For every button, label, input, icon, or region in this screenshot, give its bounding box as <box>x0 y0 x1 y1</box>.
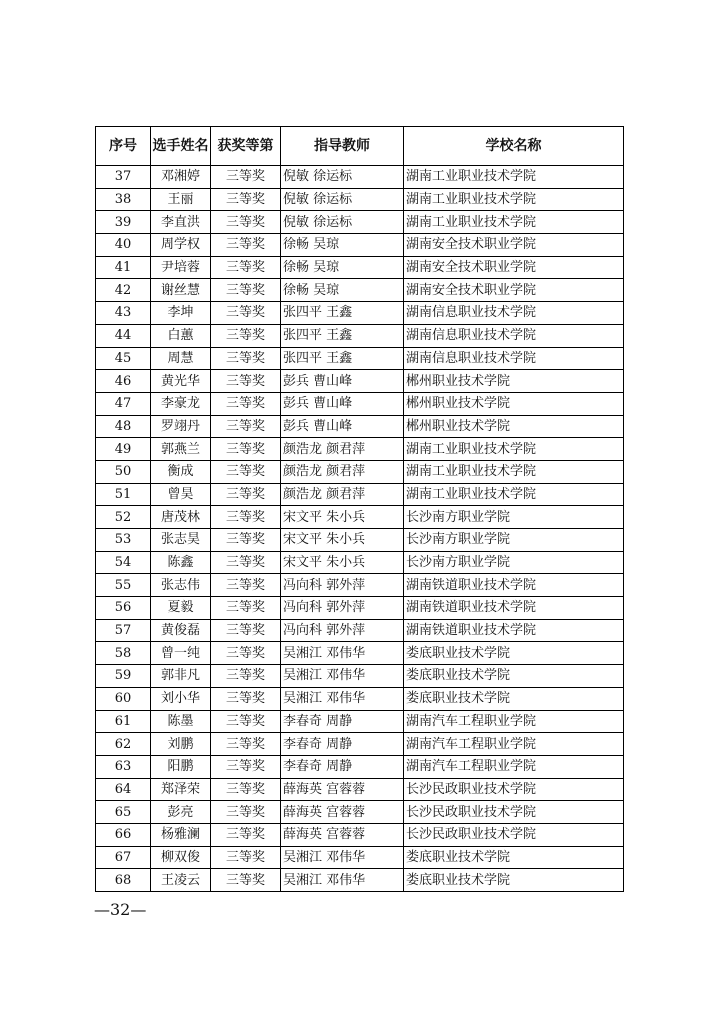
school-name-cell: 湖南工业职业技术学院 <box>404 460 624 483</box>
serial-number-cell: 50 <box>96 460 151 483</box>
contestant-name-cell: 阳鹏 <box>151 755 211 778</box>
table-row <box>96 392 624 415</box>
table-row <box>96 279 624 302</box>
instructors-cell: 李春奇 周静 <box>281 755 404 778</box>
instructors-cell: 吴湘江 邓伟华 <box>281 687 404 710</box>
award-level-cell: 三等奖 <box>211 392 281 415</box>
contestant-name-cell: 刘小华 <box>151 687 211 710</box>
contestant-name-cell: 张志昊 <box>151 529 211 552</box>
school-name-cell: 湖南安全技术职业学院 <box>404 279 624 302</box>
contestant-name-cell: 罗翊丹 <box>151 415 211 438</box>
table-row <box>96 574 624 597</box>
award-level-cell: 三等奖 <box>211 460 281 483</box>
award-level-cell: 三等奖 <box>211 733 281 756</box>
contestant-name-cell: 王丽 <box>151 188 211 211</box>
table-row <box>96 506 624 529</box>
award-level-cell: 三等奖 <box>211 324 281 347</box>
school-name-cell: 娄底职业技术学院 <box>404 665 624 688</box>
serial-number-cell: 44 <box>96 324 151 347</box>
table-row <box>96 710 624 733</box>
instructors-cell: 李春奇 周静 <box>281 710 404 733</box>
contestant-name-cell: 王凌云 <box>151 869 211 892</box>
serial-number-cell: 51 <box>96 483 151 506</box>
serial-number-cell: 66 <box>96 823 151 846</box>
contestant-name-cell: 郭非凡 <box>151 665 211 688</box>
table-row <box>96 483 624 506</box>
contestant-name-cell: 夏毅 <box>151 597 211 620</box>
contestant-name-cell: 尹培蓉 <box>151 256 211 279</box>
award-level-cell: 三等奖 <box>211 415 281 438</box>
contestant-name-cell: 谢丝慧 <box>151 279 211 302</box>
award-level-cell: 三等奖 <box>211 665 281 688</box>
instructors-cell: 吴湘江 邓伟华 <box>281 869 404 892</box>
serial-number-cell: 39 <box>96 211 151 234</box>
serial-number-cell: 65 <box>96 801 151 824</box>
serial-number-cell: 46 <box>96 370 151 393</box>
serial-number-cell: 47 <box>96 392 151 415</box>
table-row <box>96 597 624 620</box>
award-level-cell: 三等奖 <box>211 483 281 506</box>
award-level-cell: 三等奖 <box>211 279 281 302</box>
table-row <box>96 619 624 642</box>
instructors-cell: 宋文平 朱小兵 <box>281 506 404 529</box>
school-name-cell: 郴州职业技术学院 <box>404 415 624 438</box>
serial-number-cell: 62 <box>96 733 151 756</box>
serial-number-cell: 63 <box>96 755 151 778</box>
serial-number-cell: 49 <box>96 438 151 461</box>
award-level-cell: 三等奖 <box>211 256 281 279</box>
serial-number-cell: 41 <box>96 256 151 279</box>
page-number: —32— <box>94 900 147 919</box>
serial-number-cell: 61 <box>96 710 151 733</box>
table-row <box>96 460 624 483</box>
instructors-cell: 颜浩龙 颜君萍 <box>281 438 404 461</box>
school-name-cell: 湖南汽车工程职业学院 <box>404 733 624 756</box>
instructors-cell: 徐畅 吴琼 <box>281 279 404 302</box>
school-name-cell: 湖南工业职业技术学院 <box>404 438 624 461</box>
table-row <box>96 687 624 710</box>
table-row <box>96 823 624 846</box>
award-level-cell: 三等奖 <box>211 597 281 620</box>
award-level-cell: 三等奖 <box>211 778 281 801</box>
contestant-name-cell: 唐茂林 <box>151 506 211 529</box>
table-row <box>96 256 624 279</box>
contestant-name-cell: 周学权 <box>151 234 211 257</box>
school-name-cell: 湖南铁道职业技术学院 <box>404 619 624 642</box>
award-level-cell: 三等奖 <box>211 642 281 665</box>
serial-number-cell: 57 <box>96 619 151 642</box>
instructors-cell: 薛海英 宫蓉蓉 <box>281 823 404 846</box>
award-level-cell: 三等奖 <box>211 506 281 529</box>
contestant-name-cell: 杨雅澜 <box>151 823 211 846</box>
award-level-cell: 三等奖 <box>211 710 281 733</box>
table-row <box>96 846 624 869</box>
contestant-name-cell: 衡成 <box>151 460 211 483</box>
contestant-name-cell: 周慧 <box>151 347 211 370</box>
instructors-cell: 宋文平 朱小兵 <box>281 551 404 574</box>
school-name-cell: 湖南工业职业技术学院 <box>404 166 624 189</box>
serial-number-cell: 40 <box>96 234 151 257</box>
contestant-name-cell: 李直洪 <box>151 211 211 234</box>
instructors-cell: 薛海英 宫蓉蓉 <box>281 778 404 801</box>
award-level-cell: 三等奖 <box>211 166 281 189</box>
award-level-cell: 三等奖 <box>211 755 281 778</box>
contestant-name-cell: 彭亮 <box>151 801 211 824</box>
award-level-cell: 三等奖 <box>211 619 281 642</box>
school-name-cell: 娄底职业技术学院 <box>404 642 624 665</box>
table-row <box>96 551 624 574</box>
award-level-cell: 三等奖 <box>211 823 281 846</box>
school-name-cell: 郴州职业技术学院 <box>404 392 624 415</box>
award-level-cell: 三等奖 <box>211 574 281 597</box>
school-name-cell: 长沙南方职业学院 <box>404 506 624 529</box>
contestant-name-cell: 黄光华 <box>151 370 211 393</box>
contestant-name-cell: 柳双俊 <box>151 846 211 869</box>
table-row <box>96 370 624 393</box>
serial-number-cell: 43 <box>96 302 151 325</box>
table-row <box>96 415 624 438</box>
table-row <box>96 347 624 370</box>
instructors-cell: 张四平 王鑫 <box>281 302 404 325</box>
table-row <box>96 234 624 257</box>
contestant-name-cell: 郭燕兰 <box>151 438 211 461</box>
award-level-cell: 三等奖 <box>211 188 281 211</box>
header-serial-number: 序号 <box>96 127 151 166</box>
contestant-name-cell: 曾一纯 <box>151 642 211 665</box>
award-level-cell: 三等奖 <box>211 551 281 574</box>
school-name-cell: 长沙民政职业技术学院 <box>404 801 624 824</box>
header-award-level: 获奖等第 <box>211 127 281 166</box>
school-name-cell: 湖南信息职业技术学院 <box>404 347 624 370</box>
serial-number-cell: 45 <box>96 347 151 370</box>
table-row <box>96 302 624 325</box>
table-row <box>96 733 624 756</box>
instructors-cell: 彭兵 曹山峰 <box>281 370 404 393</box>
school-name-cell: 湖南工业职业技术学院 <box>404 188 624 211</box>
serial-number-cell: 67 <box>96 846 151 869</box>
serial-number-cell: 48 <box>96 415 151 438</box>
serial-number-cell: 52 <box>96 506 151 529</box>
instructors-cell: 宋文平 朱小兵 <box>281 529 404 552</box>
award-level-cell: 三等奖 <box>211 529 281 552</box>
instructors-cell: 张四平 王鑫 <box>281 324 404 347</box>
instructors-cell: 吴湘江 邓伟华 <box>281 642 404 665</box>
school-name-cell: 湖南工业职业技术学院 <box>404 211 624 234</box>
school-name-cell: 长沙南方职业学院 <box>404 529 624 552</box>
serial-number-cell: 68 <box>96 869 151 892</box>
header-contestant-name: 选手姓名 <box>151 127 211 166</box>
contestant-name-cell: 郑泽荣 <box>151 778 211 801</box>
contestant-name-cell: 刘鹏 <box>151 733 211 756</box>
award-table <box>95 126 624 892</box>
instructors-cell: 彭兵 曹山峰 <box>281 392 404 415</box>
school-name-cell: 湖南信息职业技术学院 <box>404 324 624 347</box>
school-name-cell: 娄底职业技术学院 <box>404 869 624 892</box>
school-name-cell: 娄底职业技术学院 <box>404 687 624 710</box>
award-level-cell: 三等奖 <box>211 347 281 370</box>
contestant-name-cell: 陈鑫 <box>151 551 211 574</box>
award-level-cell: 三等奖 <box>211 438 281 461</box>
instructors-cell: 倪敏 徐运标 <box>281 188 404 211</box>
instructors-cell: 颜浩龙 颜君萍 <box>281 460 404 483</box>
award-level-cell: 三等奖 <box>211 370 281 393</box>
school-name-cell: 湖南安全技术职业学院 <box>404 234 624 257</box>
table-row <box>96 529 624 552</box>
school-name-cell: 湖南铁道职业技术学院 <box>404 574 624 597</box>
table-header-row <box>96 127 624 166</box>
award-level-cell: 三等奖 <box>211 211 281 234</box>
table-row <box>96 166 624 189</box>
instructors-cell: 薛海英 宫蓉蓉 <box>281 801 404 824</box>
serial-number-cell: 60 <box>96 687 151 710</box>
award-level-cell: 三等奖 <box>211 869 281 892</box>
award-level-cell: 三等奖 <box>211 302 281 325</box>
instructors-cell: 冯向科 郭外萍 <box>281 619 404 642</box>
instructors-cell: 冯向科 郭外萍 <box>281 574 404 597</box>
table-row <box>96 211 624 234</box>
school-name-cell: 湖南信息职业技术学院 <box>404 302 624 325</box>
instructors-cell: 倪敏 徐运标 <box>281 166 404 189</box>
instructors-cell: 颜浩龙 颜君萍 <box>281 483 404 506</box>
school-name-cell: 长沙民政职业技术学院 <box>404 778 624 801</box>
contestant-name-cell: 李豪龙 <box>151 392 211 415</box>
award-level-cell: 三等奖 <box>211 687 281 710</box>
instructors-cell: 吴湘江 邓伟华 <box>281 846 404 869</box>
table-row <box>96 665 624 688</box>
contestant-name-cell: 李坤 <box>151 302 211 325</box>
contestant-name-cell: 曾昊 <box>151 483 211 506</box>
award-level-cell: 三等奖 <box>211 801 281 824</box>
award-level-cell: 三等奖 <box>211 846 281 869</box>
serial-number-cell: 37 <box>96 166 151 189</box>
school-name-cell: 湖南汽车工程职业学院 <box>404 710 624 733</box>
instructors-cell: 李春奇 周静 <box>281 733 404 756</box>
contestant-name-cell: 陈墨 <box>151 710 211 733</box>
school-name-cell: 湖南铁道职业技术学院 <box>404 597 624 620</box>
table-row <box>96 755 624 778</box>
serial-number-cell: 53 <box>96 529 151 552</box>
header-instructors: 指导教师 <box>281 127 404 166</box>
serial-number-cell: 38 <box>96 188 151 211</box>
serial-number-cell: 64 <box>96 778 151 801</box>
school-name-cell: 湖南汽车工程职业学院 <box>404 755 624 778</box>
school-name-cell: 湖南工业职业技术学院 <box>404 483 624 506</box>
school-name-cell: 长沙民政职业技术学院 <box>404 823 624 846</box>
table-row <box>96 324 624 347</box>
table-row <box>96 642 624 665</box>
instructors-cell: 彭兵 曹山峰 <box>281 415 404 438</box>
table-body <box>96 166 624 892</box>
serial-number-cell: 54 <box>96 551 151 574</box>
table-row <box>96 778 624 801</box>
serial-number-cell: 58 <box>96 642 151 665</box>
serial-number-cell: 42 <box>96 279 151 302</box>
award-level-cell: 三等奖 <box>211 234 281 257</box>
school-name-cell: 娄底职业技术学院 <box>404 846 624 869</box>
contestant-name-cell: 邓湘婷 <box>151 166 211 189</box>
table-row <box>96 869 624 892</box>
table-row <box>96 438 624 461</box>
school-name-cell: 郴州职业技术学院 <box>404 370 624 393</box>
contestant-name-cell: 张志伟 <box>151 574 211 597</box>
school-name-cell: 湖南安全技术职业学院 <box>404 256 624 279</box>
table-row <box>96 801 624 824</box>
instructors-cell: 冯向科 郭外萍 <box>281 597 404 620</box>
serial-number-cell: 56 <box>96 597 151 620</box>
serial-number-cell: 55 <box>96 574 151 597</box>
instructors-cell: 吴湘江 邓伟华 <box>281 665 404 688</box>
instructors-cell: 倪敏 徐运标 <box>281 211 404 234</box>
school-name-cell: 长沙南方职业学院 <box>404 551 624 574</box>
header-school-name: 学校名称 <box>404 127 624 166</box>
contestant-name-cell: 黄俊磊 <box>151 619 211 642</box>
table-row <box>96 188 624 211</box>
serial-number-cell: 59 <box>96 665 151 688</box>
instructors-cell: 张四平 王鑫 <box>281 347 404 370</box>
contestant-name-cell: 白蕙 <box>151 324 211 347</box>
instructors-cell: 徐畅 吴琼 <box>281 234 404 257</box>
instructors-cell: 徐畅 吴琼 <box>281 256 404 279</box>
